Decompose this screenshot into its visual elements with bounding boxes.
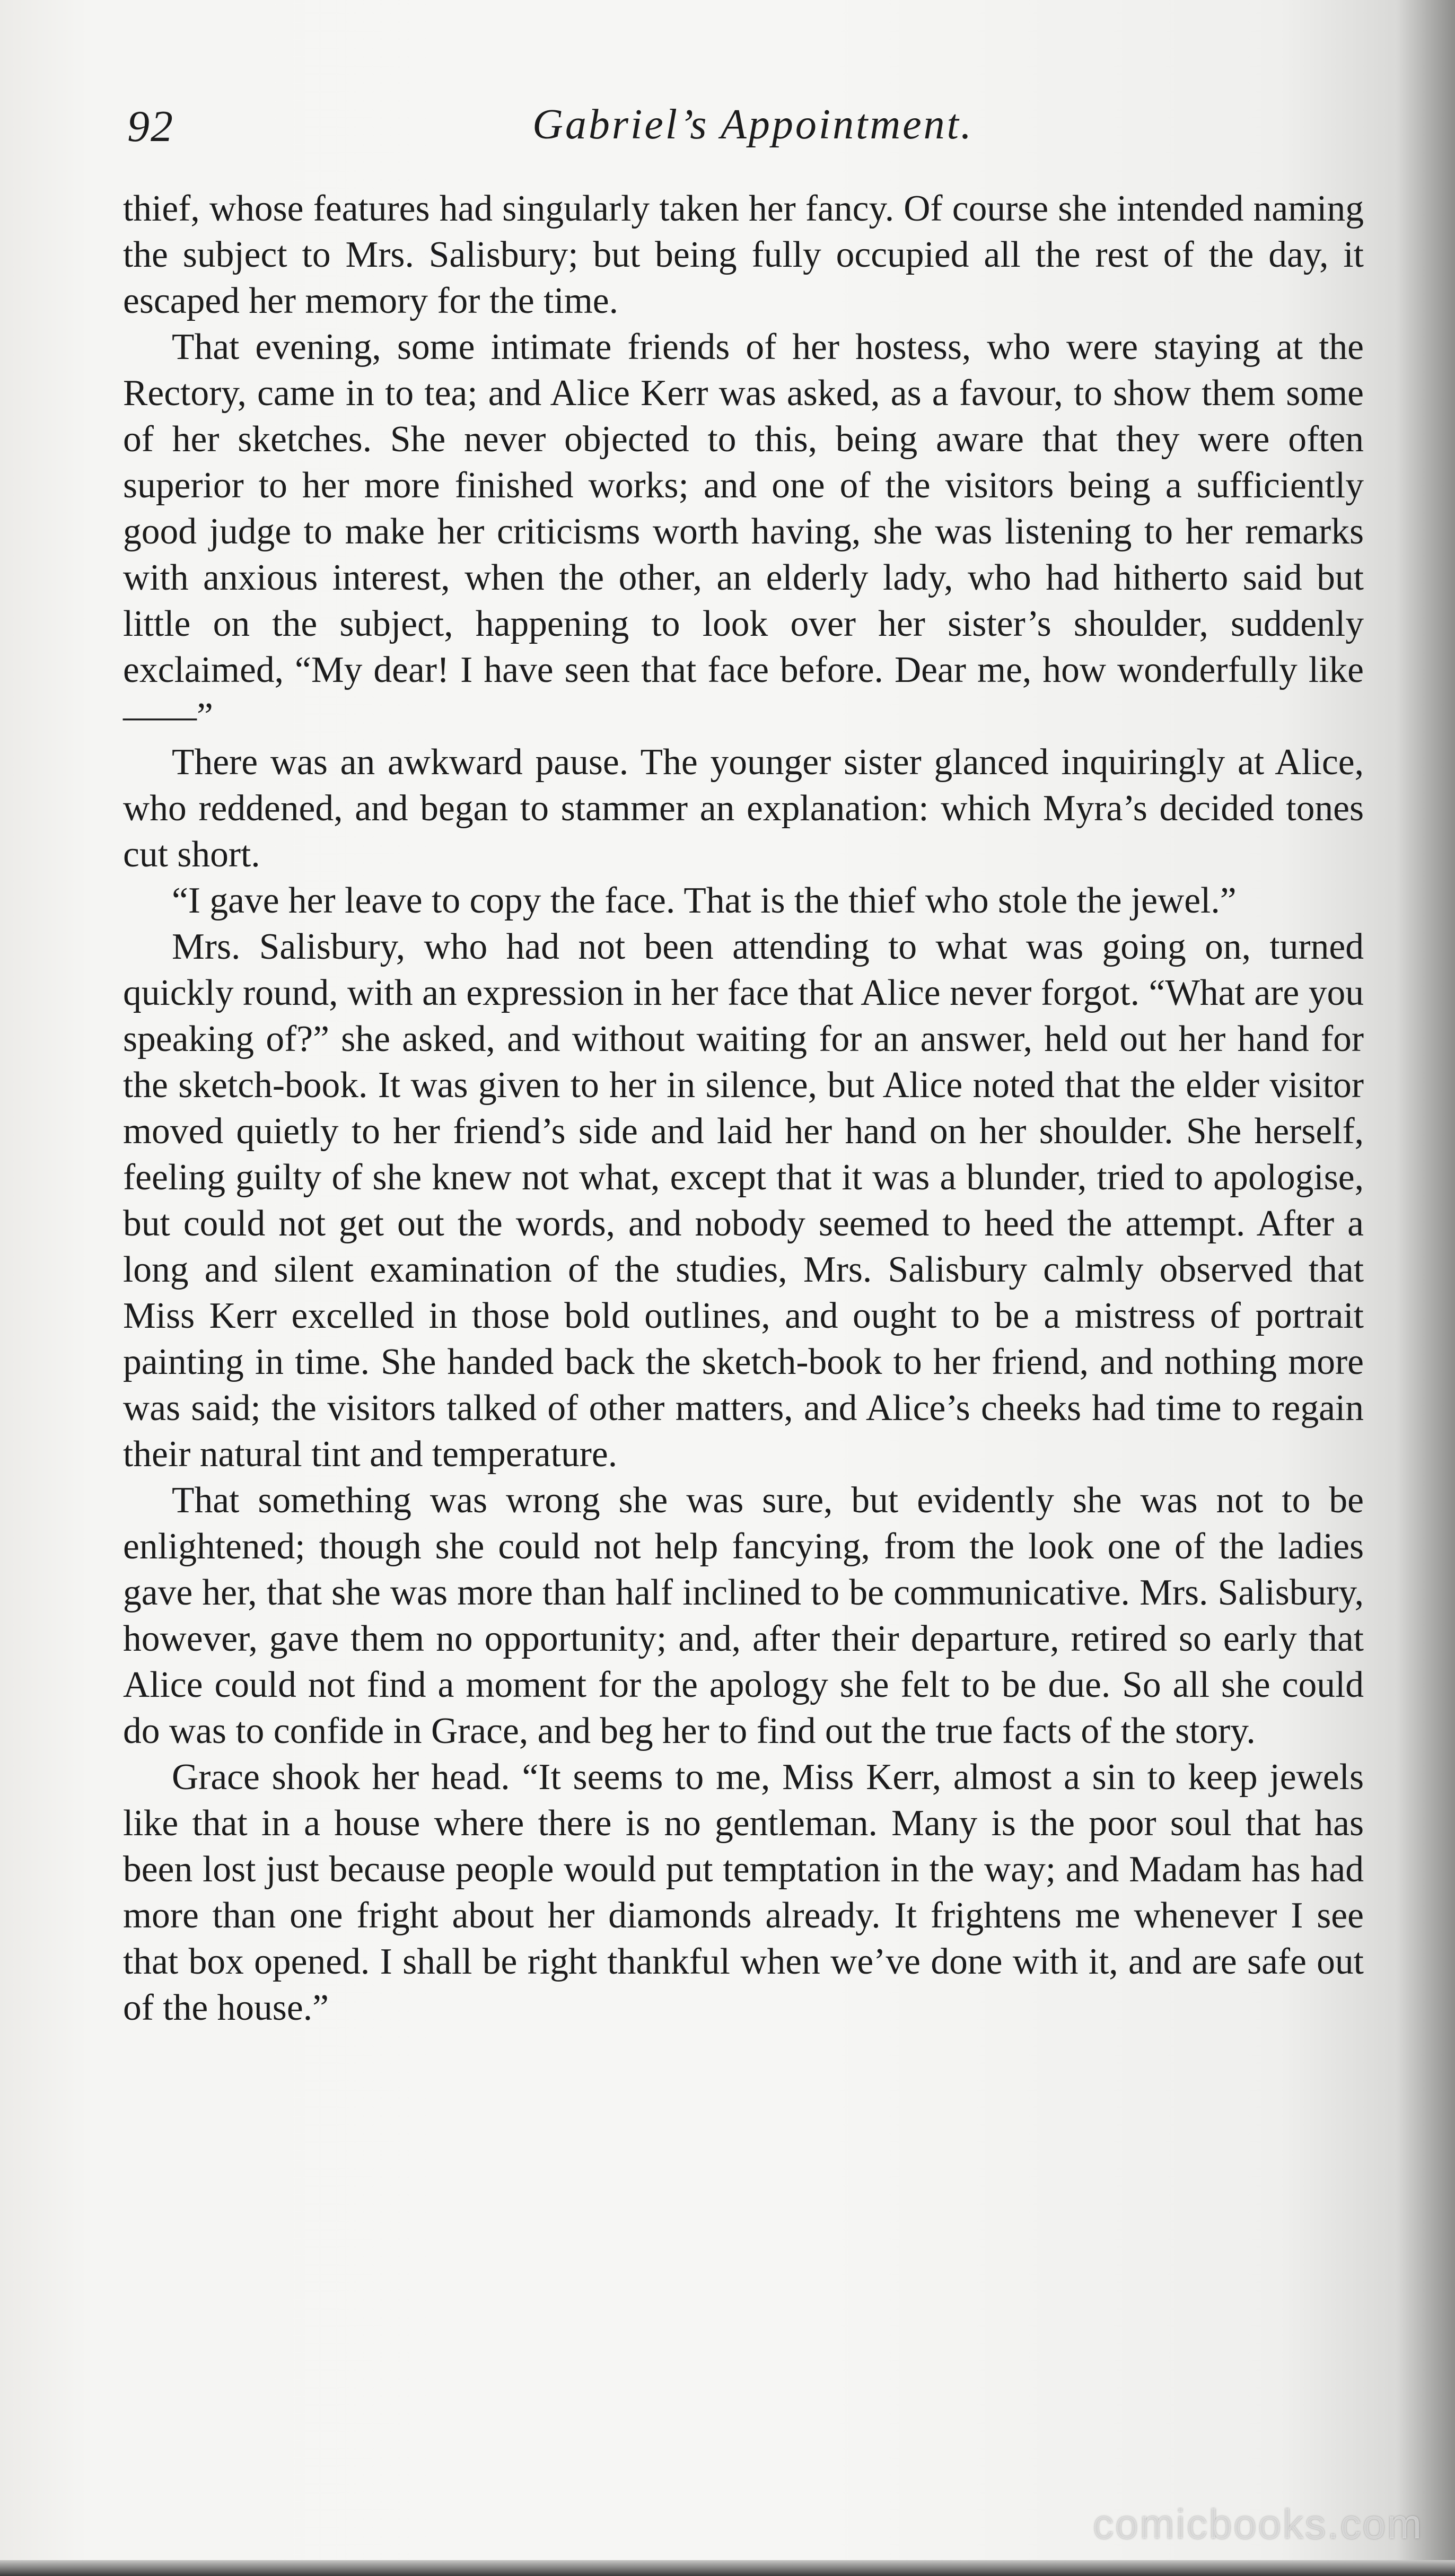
paragraph: That evening, some intimate friends of her hostess, who were staying at the Rectory, came in to tea; and Alice Kerr was asked, as a favour, to show them some of her sketches. She never objected to this, being aware that they were often superior to her more finished works; and one of the visitors being a sufficiently good judge to make her criticisms worth having, she was listening to her remarks with anxious interest, when the other, an elderly lady, who had hitherto said but little on the subject, happening to look over her sister’s shoulder, suddenly exclaimed, “My dear! I have seen that face before. Dear me, how wonderfully like——” xyxy=(123,327,1364,737)
running-head: Gabriel’s Appointment. xyxy=(532,101,974,148)
body-text xyxy=(123,186,1364,2031)
page-header xyxy=(127,90,1379,154)
page-number: 92 xyxy=(127,102,174,151)
paragraph: There was an awkward pause. The younger sister glanced inquiringly at Alice, who reddened, and began to stammer an explanation: which Myra’s decided tones cut short. xyxy=(123,742,1364,875)
paragraph: Mrs. Salisbury, who had not been attending to what was going on, turned quickly round, with an expression in her face that Alice never forgot. “What are you speaking of?” she asked, and without waiting for an answer, held out her hand for the sketch-book. It was given to her in silence, but Alice noted that the elder visitor moved quietly to her friend’s side and laid her hand on her shoulder. She herself, feeling guilty of she knew not what, except that it was a blunder, tried to apologise, but could not get out the words, and nobody seemed to heed the attempt. After a long and silent examination of the studies, Mrs. Salisbury calmly observed that Miss Kerr excelled in those bold outlines, and ought to be a mistress of portrait painting in time. She handed back the sketch-book to her friend, and nothing more was said; the visitors talked of other matters, and Alice’s cheeks had time to regain their natural tint and temperature. xyxy=(123,926,1364,1475)
watermark: comicbooks.com xyxy=(1093,2501,1423,2547)
paragraph: “I gave her leave to copy the face. That is the thief who stole the jewel.” xyxy=(172,880,1237,921)
paragraph: Grace shook her head. “It seems to me, Miss Kerr, almost a sin to keep jewels like that in a house where there is no gentleman. Many is the poor soul that has been lost just because people would put temptation in the way; and Madam has had more than one fright about her diamonds already. It frightens me whenever I see that box opened. I shall be right thankful when we’ve done with it, and are safe out of the house.” xyxy=(123,1757,1364,2028)
paragraph: thief, whose features had singularly taken her fancy. Of course she intended naming the subject to Mrs. Salisbury; but being fully occupied all the rest of the day, it escaped her memory for the time. xyxy=(123,188,1364,321)
paragraph: That something was wrong she was sure, but evidently she was not to be enlightened; though she could not help fancying, from the look one of the ladies gave her, that she was more than half inclined to be communicative. Mrs. Salisbury, however, gave them no opportunity; and, after their departure, retired so early that Alice could not find a moment for the apology she felt to be due. So all she could do was to confide in Grace, and beg her to find out the true facts of the story. xyxy=(123,1480,1364,1751)
page-bottom-edge xyxy=(0,2560,1455,2576)
